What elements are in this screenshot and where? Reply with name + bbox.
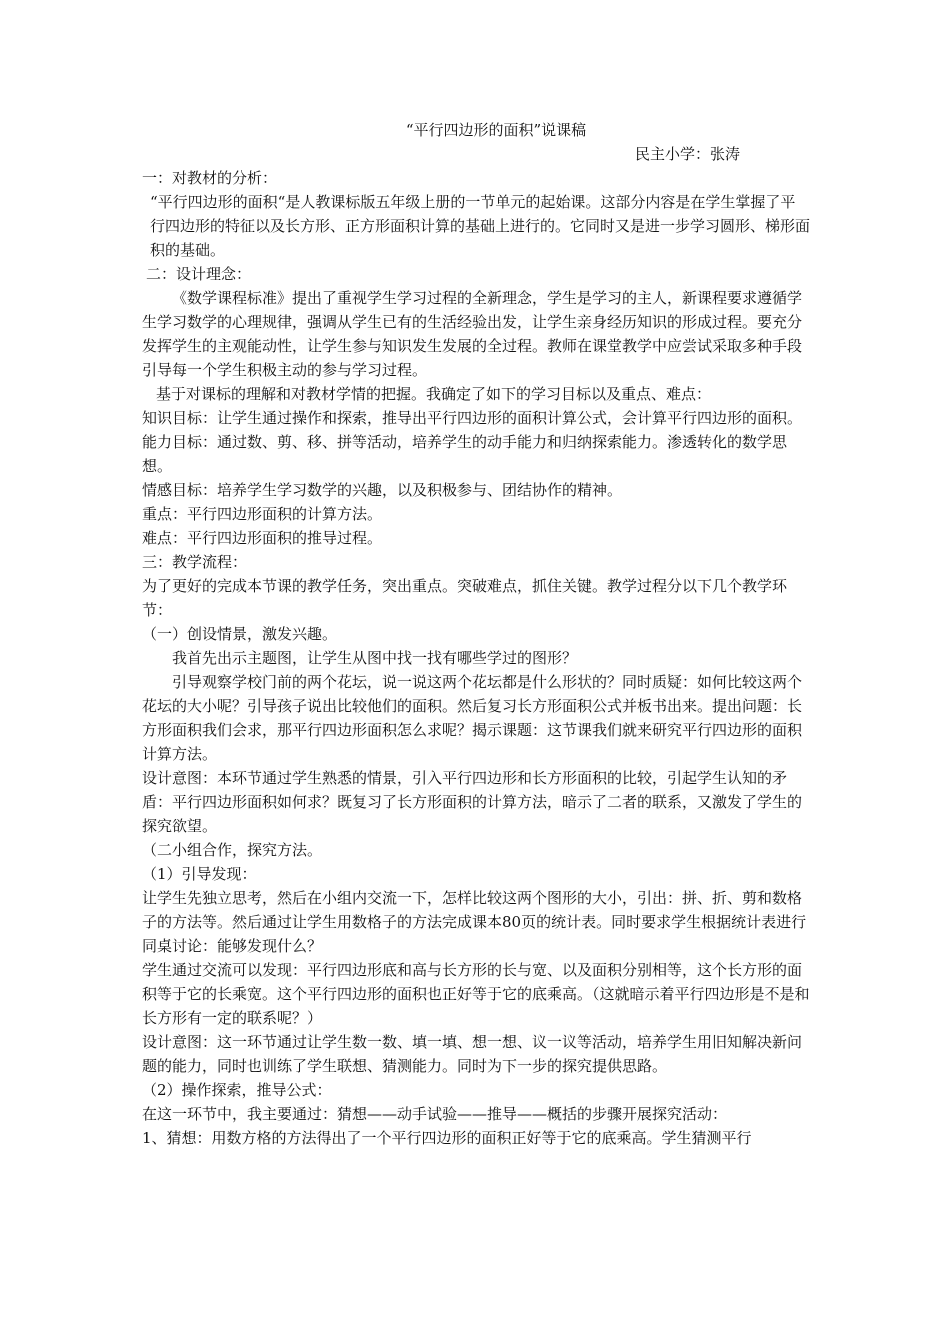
subsection-heading: （1）引导发现： bbox=[142, 865, 257, 883]
paragraph: 知识目标：让学生通过操作和探索，推导出平行四边形的面积计算公式，会计算平行四边形的面积。 bbox=[142, 409, 803, 427]
paragraph: 设计意图：本环节通过学生熟悉的情景，引入平行四边形和长方形面积的比较，引起学生认知的矛盾：平行四边形面积如何求？既复习了长方形面积的计算方法，暗示了二者的联系，又激发了学生的探究欲望。 bbox=[142, 769, 803, 835]
paragraph: 《数学课程标准》提出了重视学生学习过程的全新理念，学生是学习的主人，新课程要求遵循学生学习数学的心理规律，强调从学生已有的生活经验出发，让学生亲身经历知识的形成过程。要充分发挥学生的主观能动性，让学生参与知识发生发展的全过程。教师在课堂教学中应尝试采取多种手段引导每一个学生积极主动的参与学习过程。 bbox=[142, 289, 803, 379]
paragraph: 我首先出示主题图，让学生从图中找一找有哪些学过的图形？ bbox=[172, 649, 578, 667]
paragraph: 为了更好的完成本节课的教学任务，突出重点。突破难点，抓住关键。教学过程分以下几个教学环节： bbox=[142, 577, 788, 619]
author-line: 民主小学：张涛 bbox=[634, 145, 740, 163]
paragraph: 在这一环节中，我主要通过：猜想——动手试验——推导——概括的步骤开展探究活动： bbox=[142, 1105, 728, 1123]
paragraph: 让学生先独立思考，然后在小组内交流一下，怎样比较这两个图形的大小，引出：拼、折、剪和数格子的方法等。然后通过让学生用数格子的方法完成课本80页的统计表。同时要求学生根据统计表进行同桌讨论：能够发现什么？ bbox=[142, 889, 807, 955]
subsection-heading: （一）创设情景，激发兴趣。 bbox=[142, 625, 338, 643]
document-page bbox=[142, 118, 810, 1150]
paragraph: 难点：平行四边形面积的推导过程。 bbox=[142, 529, 383, 547]
subsection-heading: （二小组合作，探究方法。 bbox=[142, 841, 323, 859]
paragraph: 设计意图：这一环节通过让学生数一数、填一填、想一想、议一议等活动，培养学生用旧知解决新问题的能力，同时也训练了学生联想、猜测能力。同时为下一步的探究提供思路。 bbox=[142, 1033, 803, 1075]
paragraph: 能力目标：通过数、剪、移、拼等活动，培养学生的动手能力和归纳探索能力。渗透转化的数学思想。 bbox=[142, 433, 788, 475]
section-heading: 一：对教材的分析： bbox=[142, 169, 278, 187]
paragraph: 1、猜想：用数方格的方法得出了一个平行四边形的面积正好等于它的底乘高。学生猜测平行 bbox=[142, 1129, 752, 1147]
paragraph: 引导观察学校门前的两个花坛，说一说这两个花坛都是什么形状的？同时质疑：如何比较这两个花坛的大小呢？引导孩子说出比较他们的面积。然后复习长方形面积公式并板书出来。提出问题：长方形面积我们会求，那平行四边形面积怎么求呢？揭示课题：这节课我们就来研究平行四边形的面积计算方法。 bbox=[142, 673, 803, 763]
paragraph: 重点：平行四边形面积的计算方法。 bbox=[142, 505, 383, 523]
section-heading: 二：设计理念： bbox=[146, 265, 252, 283]
paragraph: 情感目标：培养学生学习数学的兴趣，以及积极参与、团结协作的精神。 bbox=[142, 481, 623, 499]
subsection-heading: （2）操作探索，推导公式： bbox=[142, 1081, 332, 1099]
paragraph: 学生通过交流可以发现：平行四边形底和高与长方形的长与宽、以及面积分别相等，这个长方形的面积等于它的长乘宽。这个平行四边形的面积也正好等于它的底乘高。（这就暗示着平行四边形是不是和长方形有一定的联系呢？） bbox=[142, 961, 810, 1027]
paragraph: 基于对课标的理解和对教材学情的把握。我确定了如下的学习目标以及重点、难点： bbox=[156, 385, 712, 403]
section-heading: 三：教学流程： bbox=[142, 553, 248, 571]
paragraph: “平行四边形的面积“是人教课标版五年级上册的一节单元的起始课。这部分内容是在学生掌握了平行四边形的特征以及长方形、正方形面积计算的基础上进行的。它同时又是进一步学习圆形、梯形面积的基础。 bbox=[150, 193, 811, 259]
document-title: “平行四边形的面积”说课稿 bbox=[405, 121, 587, 139]
